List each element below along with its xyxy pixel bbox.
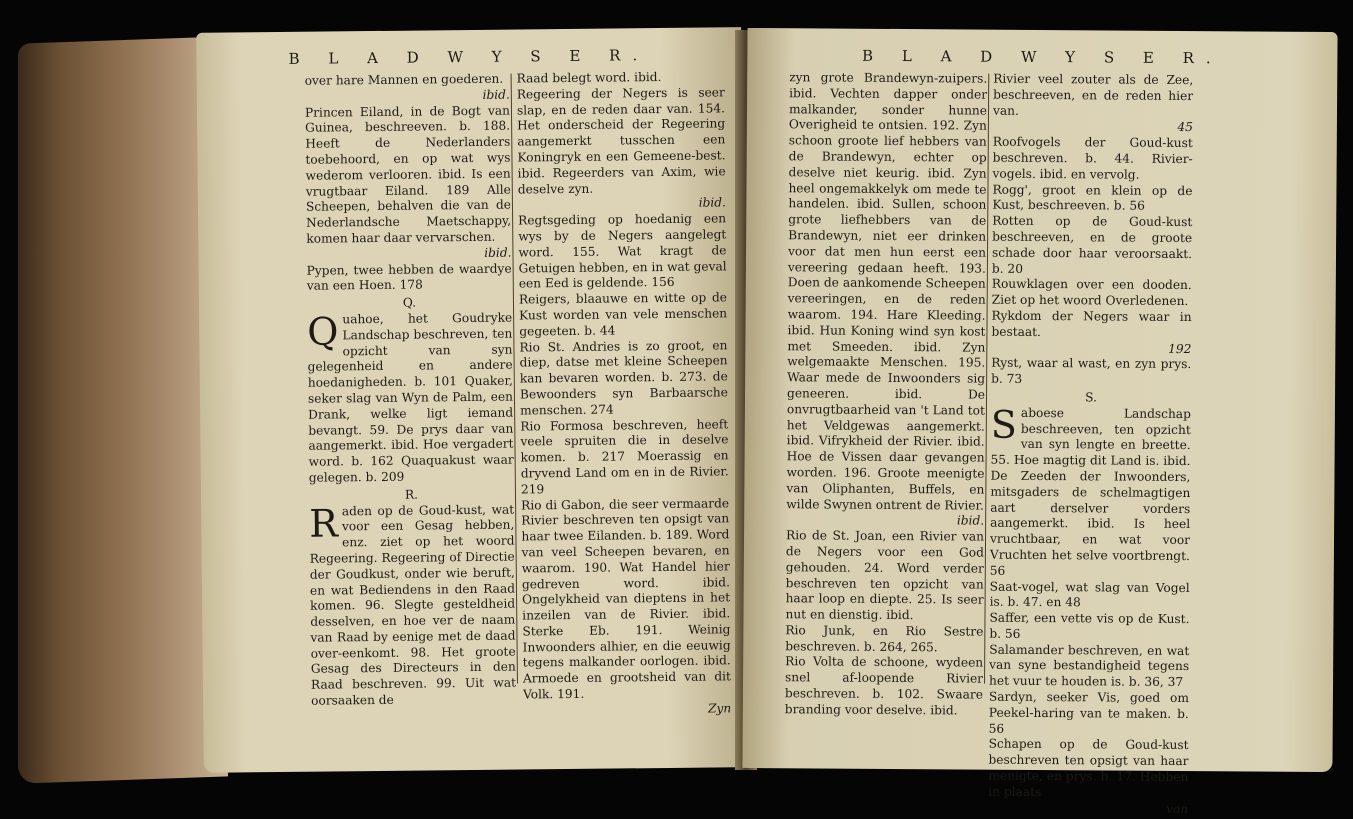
index-entry: Rotten op de Goud-kust beschreeven, en de groote schade door haar veroorsaakt. b. 20 <box>991 213 1193 276</box>
left-column-2 <box>516 69 732 716</box>
index-entry: Saffer, een vette vis op de Kust. b. 56 <box>989 610 1190 641</box>
index-entry: van <box>1166 801 1189 816</box>
index-entry: ibid. <box>698 195 727 210</box>
index-entry: Princen Eiland, in de Bogt van Guinea, beschreeven. b. 188. Heeft de Nederlanders toebehoord, en op wat wys wederom verlooren. ibid. Is een vrugtbaar Eiland. 189 Alle Scheepen, behalven die van de Nederlandsche Maetschappy, komen haar daar vervarschen. <box>304 103 512 246</box>
drop-cap: R <box>309 500 339 546</box>
index-entry: Rogg', groot en klein op de Kust, beschreeven. b. 56 <box>992 182 1193 214</box>
running-head-right: B L A D W Y S E R. <box>862 46 1223 68</box>
right-page <box>742 28 1337 816</box>
entry-text: uahoe, het Goudryke Landschap beschreven, ten opzicht van syn gelegenheid en andere hoedanigheden. b. 101 Quaker, seker slag van Wyn de Palm, een Drank, welke ligt iemand bevangt. 59. De prys daar van aangemerkt. ibid. Hoe vergadert word. b. 162 Quaquakust waar gelegen. b. 209 <box>307 310 514 485</box>
index-entry: Regeering der Negers is seer slap, en de reden daar van. 154. Het onderscheid der Regeering aangemerkt tusschen een Koningryk en een Gemeene-best. ibid. Regeerders van Axim, wie deselve zyn. <box>516 85 726 197</box>
index-entry: Rio de St. Joan, een Rivier van de Negers voor een God gehouden. 24. Word verder beschreven ten opzicht van haar loop en diepte. 25. Is seer nut en dienstig. ibid. <box>785 528 985 623</box>
index-entry: over hare Mannen en goederen. <box>304 71 504 88</box>
index-entry <box>989 402 1191 580</box>
index-entry: S. <box>1085 390 1097 405</box>
index-entry: 45 <box>1177 120 1193 135</box>
index-entry: Rio Formosa beschreven, heeft veele spruiten die in deselve komen. b. 217 Moerassig en dryvend Land om en in de Rivier. 219 <box>520 416 729 497</box>
index-entry: zyn grote Brandewyn-zuipers. ibid. Vechten dapper onder malkander, sonder hunne Overigheid te ontsien. 192. Zyn schoon groote lief hebbers van de Brandewyn, echter op deselve niet keurig. ibid. Zyn heel ongemakkelyk om mede te handelen. ibid. Sullen, schoon grote liefhebbers van de Brandewyn, niet eer drinken voor dat men hun eerst een vereering gedaan heeft. 193. Doen de aankomende Scheepen vereeringen, en de reden waarom. 194. Hare Kleeding. ibid. Hun Koning wind syn kost met Smeeden. ibid. Zyn welgemaakte Menschen. 195. Waar mede de Inwoonders sig geneeren. ibid. De onvrugtbaarheid van 't Land tot het Veldgewas aangemerkt. ibid. Vifrykheid der Rivier. ibid. Hoe de Vissen daar gevangen worden. 196. Groote meenigte van Oliphanten, Buffels, en wilde Swynen ontrent de Rivier. <box>786 70 988 513</box>
index-entry: ibid. <box>956 513 985 528</box>
index-entry: Rio St. Andries is zo groot, en diep, datse met kleine Scheepen kan bevaren worden. b. 273. de Bewoonders syn Barbaarsche menschen. 274 <box>519 337 729 418</box>
index-entry: 192 <box>1168 341 1192 356</box>
index-entry: Rykdom der Negers waar in bestaat. <box>991 308 1192 339</box>
right-column-2 <box>988 71 1194 816</box>
entry-text: aboese Landschap beschreeven, ten opzicht van syn lengte en breette. 55. Hoe magtig dit Land is. ibid. De Zeeden der Inwoonders, mitsgaders de schelmagtigen aart derselver vorders aangemerkt. ibid. Is heel vruchtbaar, en wat voor Vruchten het selve voortbrengt. 56 <box>989 405 1191 578</box>
index-entry: Reigers, blaauwe en witte op de Kust worden van vele menschen gegeeten. b. 44 <box>518 290 728 339</box>
index-entry: Rio di Gabon, die seer vermaarde Rivier beschreven ten opsigt van haar twee Eilanden. b. 189. Word van veel Scheepen bevaren, en waarom. 190. Wat Handel hier gedreven word. ibid. Ongelykheid van dieptens in het inzeilen van de Rivier. ibid. Sterke Eb. 191. Weinig Inwoonders alhier, en die eeuwig tegens malkander oorlogen. ibid. Armoede en grootsheid van dit Volk. 191. <box>521 495 731 702</box>
index-entry: Q. <box>402 295 417 310</box>
index-entry: Zyn <box>707 701 732 716</box>
index-entry: Rivier veel zouter als de Zee, beschreeven, en de reden hier van. <box>992 71 1194 118</box>
drop-cap: S <box>990 402 1018 447</box>
index-entry <box>309 502 516 709</box>
index-entry <box>307 311 514 487</box>
left-column-1 <box>305 72 517 714</box>
index-entry: R. <box>404 487 419 502</box>
index-entry: Regtsgeding op hoedanig een wys by de Negers aangelegt word. 155. Wat kragt de Getuigen hebben, en in wat geval een Eed is geldende. 156 <box>518 211 727 291</box>
index-entry: Ryst, waar al wast, en zyn prys. b. 73 <box>991 356 1192 387</box>
index-entry: Sardyn, seeker Vis, goed om Peekel-haring van te maken. b. 56 <box>988 689 1189 736</box>
index-entry: Roofvogels der Goud-kust beschreven. b. 44. Rivier-vogels. ibid. en vervolg. <box>992 134 1193 182</box>
drop-cap: Q <box>307 309 339 354</box>
index-entry: Salamander beschreven, en wat van syne bestandigheid tegens het vuur te houden is. b. 36, 37 <box>988 642 1190 690</box>
right-column-1 <box>784 70 988 718</box>
left-page <box>196 27 749 773</box>
index-entry: Schapen op de Goud-kust beschreven ten opsigt van haar menigte, en prys. b. 17. Hebben in plaats <box>988 737 1189 799</box>
index-entry: Saat-vogel, wat slag van Vogel is. b. 47. en 48 <box>989 579 1190 610</box>
running-head-left: B L A D W Y S E R. <box>288 46 650 68</box>
index-entry: Pypen, twee hebben de waardye van een Hoen. 178 <box>306 261 512 294</box>
index-entry: Rio Junk, en Rio Sestre beschreven. b. 264, 265. <box>785 623 984 654</box>
index-entry: Rouwklagen over een dooden. Ziet op het woord Overledenen. <box>991 277 1192 309</box>
entry-text: aden op de Goud-kust, wat voor een Gesag hebben, enz. ziet op het woord Regeering. Regeering of Directie der Goudkust, onder wie beruft, en wat Bediendens in den Raad komen. 96. Slegte gesteldheid desselven, en hoe ver de naam van Raad by eenige met de daad over-eenkomt. 98. Het groote Gesag des Directeurs in den Raad beschreven. 99. Uit wat oorsaaken de <box>309 502 517 708</box>
index-entry: Raad belegt word. ibid. <box>516 70 662 86</box>
index-entry: ibid. <box>484 245 512 260</box>
index-entry: Rio Volta de schoone, wydeen snel af-loopende Rivier beschreven. b. 102. Swaare branding voor deselve. ibid. <box>784 654 984 718</box>
index-entry: ibid. <box>482 87 510 102</box>
